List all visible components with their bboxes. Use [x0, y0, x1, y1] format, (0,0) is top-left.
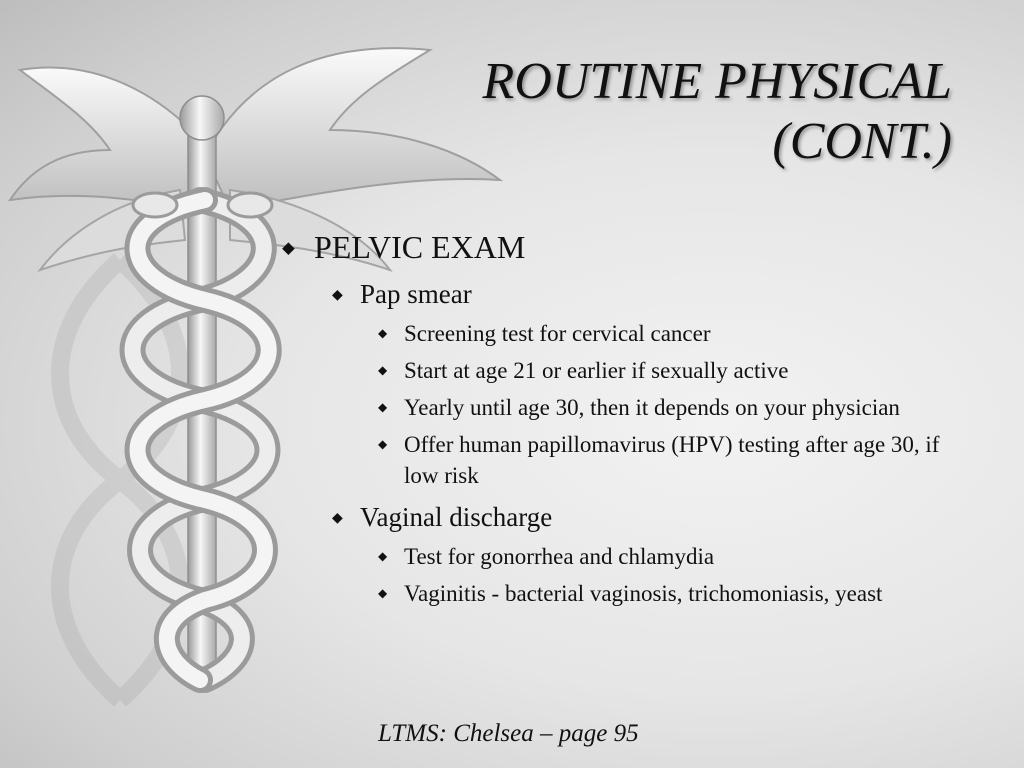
- bullet-item: [282, 429, 972, 491]
- bullet-text: Test for gonorrhea and chlamydia: [404, 544, 715, 569]
- bullet-item: [282, 578, 972, 609]
- bullet-item: [282, 318, 972, 349]
- bullet-item: [282, 355, 972, 386]
- diamond-bullet-icon: ◆: [378, 363, 388, 377]
- bullet-list: [282, 226, 972, 609]
- diamond-bullet-icon: ◆: [332, 510, 343, 526]
- bullet-item: [282, 392, 972, 423]
- bullet-text: Yearly until age 30, then it depends on your physician: [404, 395, 900, 420]
- diamond-bullet-icon: ◆: [332, 287, 343, 303]
- bullet-text: Vaginal discharge: [360, 502, 553, 532]
- diamond-bullet-icon: ◆: [378, 326, 388, 340]
- bullet-text: Pap smear: [360, 279, 472, 309]
- diamond-bullet-icon: ◆: [378, 437, 388, 451]
- slide-title-line-2: (CONT.): [772, 113, 952, 170]
- bullet-item: [282, 276, 972, 312]
- bullet-item: [282, 541, 972, 572]
- diamond-bullet-icon: ◆: [378, 400, 388, 414]
- slide-title: [312, 52, 952, 172]
- slide-title-line-1: ROUTINE PHYSICAL: [482, 53, 952, 110]
- diamond-bullet-icon: ◆: [378, 586, 388, 600]
- bullet-text: Vaginitis - bacterial vaginosis, trichomoniasis, yeast: [404, 581, 883, 606]
- bullet-text: Offer human papillomavirus (HPV) testing after age 30, if low risk: [404, 432, 940, 488]
- bullet-item: [282, 499, 972, 535]
- bullet-item: [282, 226, 972, 268]
- diamond-bullet-icon: ◆: [378, 549, 388, 563]
- diamond-bullet-icon: ◆: [282, 238, 295, 257]
- bullet-text: PELVIC EXAM: [314, 229, 526, 265]
- bullet-text: Start at age 21 or earlier if sexually active: [404, 358, 789, 383]
- slide-footer: LTMS: Chelsea – page 95: [378, 720, 639, 747]
- bullet-text: Screening test for cervical cancer: [404, 321, 711, 346]
